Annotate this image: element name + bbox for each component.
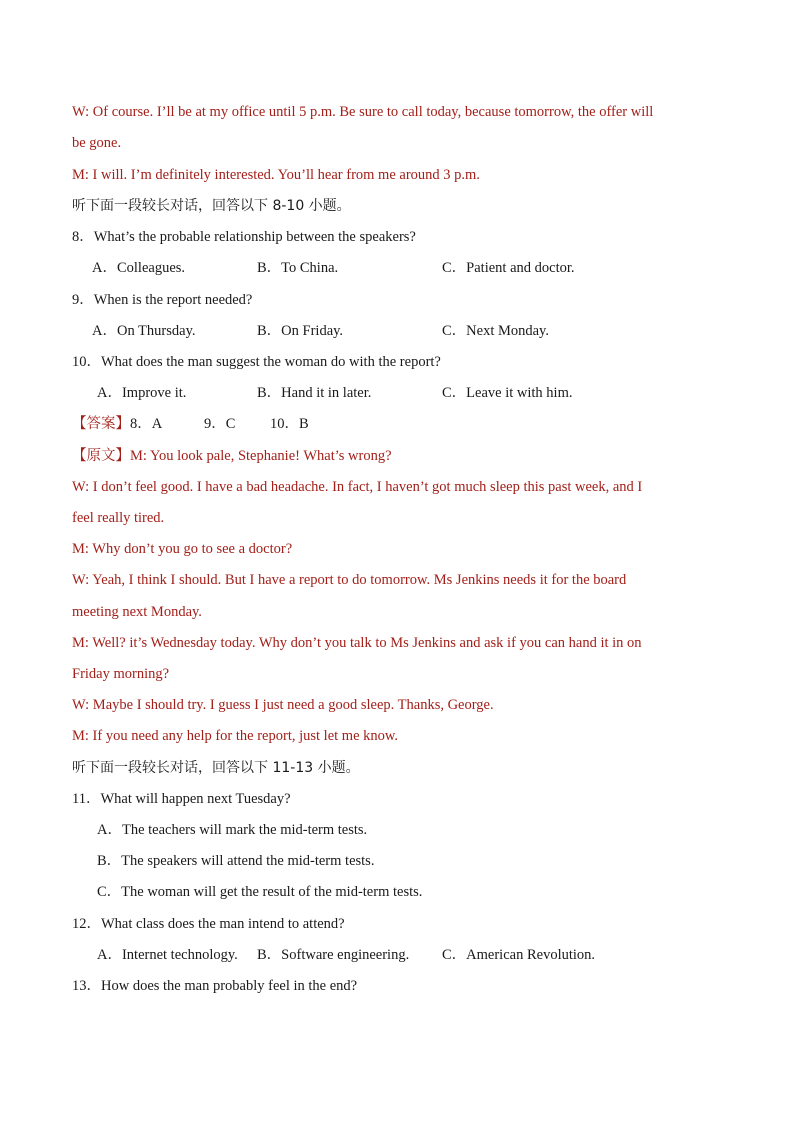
option-8a: A．Colleagues. xyxy=(92,260,186,276)
question-11: 11．What will happen next Tuesday? xyxy=(72,791,291,807)
transcript-line: Friday morning? xyxy=(72,666,170,682)
option-10a: A．Improve it. xyxy=(97,385,187,401)
option-8b: B．To China. xyxy=(257,260,339,276)
transcript-tag: 【原文】 xyxy=(72,448,130,464)
answer-9: 9．C xyxy=(204,416,236,432)
option-12c: C．American Revolution. xyxy=(442,947,596,963)
section-heading: 听下面一段较长对话，回答以下 11-13 小题。 xyxy=(72,760,360,776)
question-9: 9．When is the report needed? xyxy=(72,292,253,308)
transcript-line: meeting next Monday. xyxy=(72,604,202,620)
option-11c: C．The woman will get the result of the mid-term tests. xyxy=(97,884,423,900)
transcript-line: W: Maybe I should try. I guess I just need a good sleep. Thanks, George. xyxy=(72,697,494,713)
option-8c: C．Patient and doctor. xyxy=(442,260,575,276)
dialogue-line: M: I will. I’m definitely interested. You’ll hear from me around 3 p.m. xyxy=(72,167,480,183)
option-10b: B．Hand it in later. xyxy=(257,385,372,401)
option-12b: B．Software engineering. xyxy=(257,947,410,963)
transcript-line: feel really tired. xyxy=(72,510,165,526)
dialogue-line: be gone. xyxy=(72,135,122,151)
transcript-line: M: Why don’t you go to see a doctor? xyxy=(72,541,293,557)
dialogue-line: W: Of course. I’ll be at my office until 5 p.m. Be sure to call today, because tomorrow, the offer will xyxy=(72,104,654,120)
answer-10: 10．B xyxy=(270,416,309,432)
transcript-line: W: I don’t feel good. I have a bad headache. In fact, I haven’t got much sleep this past week, and I xyxy=(72,479,643,495)
option-10c: C．Leave it with him. xyxy=(442,385,573,401)
transcript-line: M: If you need any help for the report, just let me know. xyxy=(72,728,399,744)
transcript-line: W: Yeah, I think I should. But I have a report to do tomorrow. Ms Jenkins needs it for the board xyxy=(72,572,627,588)
section-heading: 听下面一段较长对话，回答以下 8-10 小题。 xyxy=(72,198,351,214)
question-10: 10．What does the man suggest the woman do with the report? xyxy=(72,354,441,370)
question-13: 13．How does the man probably feel in the end? xyxy=(72,978,358,994)
transcript-first-line xyxy=(72,447,392,465)
transcript-line: M: You look pale, Stephanie! What’s wrong? xyxy=(130,448,392,464)
question-8: 8．What’s the probable relationship between the speakers? xyxy=(72,229,416,245)
question-12: 12．What class does the man intend to attend? xyxy=(72,916,345,932)
option-9a: A．On Thursday. xyxy=(92,323,196,339)
option-9c: C．Next Monday. xyxy=(442,323,549,339)
transcript-line: M: Well? it’s Wednesday today. Why don’t you talk to Ms Jenkins and ask if you can hand it in on xyxy=(72,635,642,651)
option-9b: B．On Friday. xyxy=(257,323,344,339)
answer-row xyxy=(72,415,162,433)
option-12a: A．Internet technology. xyxy=(97,947,238,963)
option-11b: B．The speakers will attend the mid-term tests. xyxy=(97,853,375,869)
answer-tag: 【答案】 xyxy=(72,416,130,432)
option-11a: A．The teachers will mark the mid-term tests. xyxy=(97,822,368,838)
answer-8: 8．A xyxy=(130,416,163,432)
